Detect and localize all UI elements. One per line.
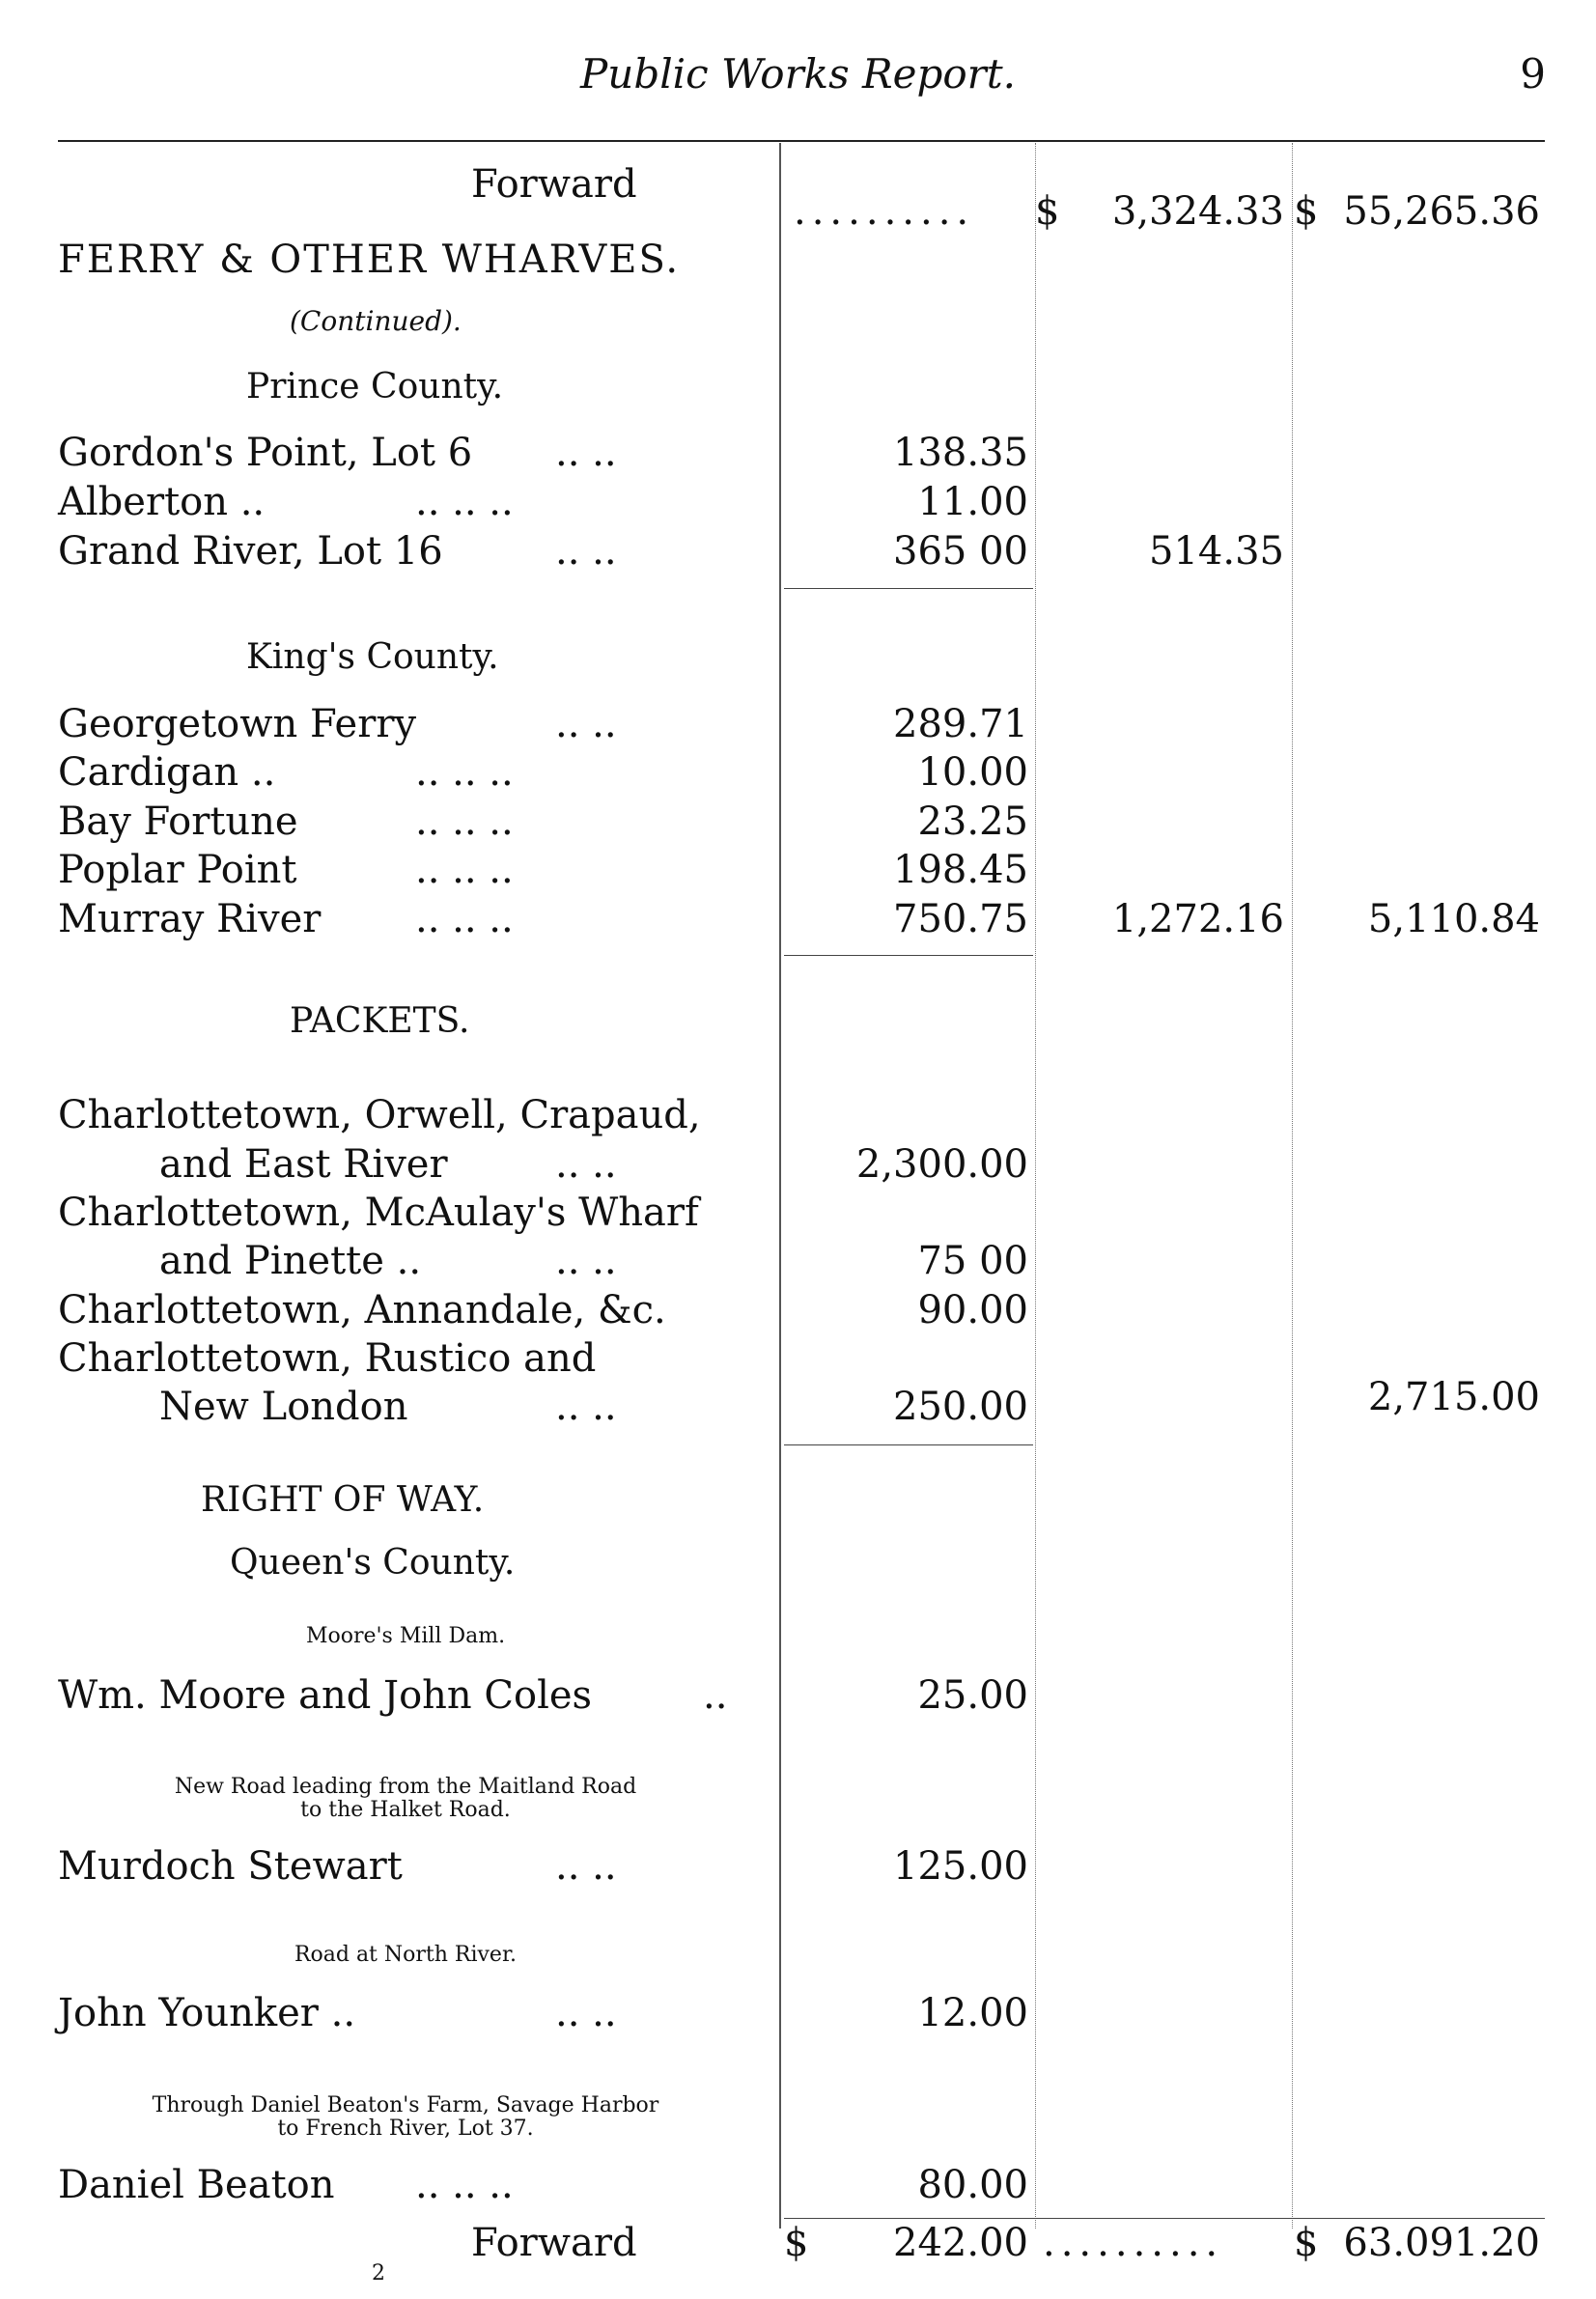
dot-leader: .. .. .. xyxy=(415,848,514,892)
subtotal-rule xyxy=(784,955,1033,956)
signature-mark: 2 xyxy=(372,2261,385,2285)
dot-leader: .. .. xyxy=(555,431,617,475)
item-amount: 75 00 xyxy=(917,1239,1028,1283)
item-label: Bay Fortune xyxy=(58,799,298,844)
forward-rule xyxy=(784,2218,1545,2219)
item-label-line1: Charlottetown, Rustico and xyxy=(58,1336,597,1381)
item-label: Gordon's Point, Lot 6 xyxy=(58,431,473,475)
road-note: Road at North River. xyxy=(294,1943,518,1967)
subtotal-rule xyxy=(784,1444,1033,1445)
dollar-sign: $ xyxy=(1294,189,1319,234)
dollar-sign: $ xyxy=(1294,2221,1319,2265)
item-label: John Younker .. xyxy=(58,1991,356,2035)
road-note: New Road leading from the Maitland Road xyxy=(174,1775,637,1799)
continued-note: (Continued). xyxy=(290,305,462,337)
prince-subtotal: 514.35 xyxy=(1149,529,1284,574)
item-label: Alberton .. xyxy=(58,480,266,524)
forward-label-bottom: Forward xyxy=(471,2221,637,2265)
item-label: Murray River xyxy=(58,897,322,941)
item-amount: 25.00 xyxy=(917,1673,1028,1718)
item-amount: 12.00 xyxy=(917,1991,1028,2035)
item-label-line1: Charlottetown, Orwell, Crapaud, xyxy=(58,1093,701,1137)
forward-label-top: Forward xyxy=(471,162,637,207)
item-amount: 23.25 xyxy=(917,799,1028,844)
running-title: Public Works Report. xyxy=(580,50,1016,98)
dot-leader: .. .. .. xyxy=(415,799,514,844)
dot-leader: .. .. .. xyxy=(415,2163,514,2207)
forward-total-top: 55,265.36 xyxy=(1343,189,1540,234)
item-amount: 250.00 xyxy=(893,1385,1028,1429)
dot-leader: .. .. xyxy=(555,1991,617,2035)
forward-total-bottom: 63.091.20 xyxy=(1343,2221,1540,2265)
dollar-sign: $ xyxy=(1035,189,1060,234)
item-label: Cardigan .. xyxy=(58,750,276,795)
item-label-line2: and Pinette .. xyxy=(159,1239,422,1283)
item-label: Wm. Moore and John Coles xyxy=(58,1673,593,1718)
dot-leader: .. .. xyxy=(555,702,617,746)
item-amount: 138.35 xyxy=(893,431,1028,475)
item-label: Daniel Beaton xyxy=(58,2163,335,2207)
section-heading-packets: PACKETS. xyxy=(290,1001,470,1041)
county-heading-kings: King's County. xyxy=(246,637,499,677)
item-amount: 750.75 xyxy=(893,897,1028,941)
item-amount: 289.71 xyxy=(893,702,1028,746)
dot-leader: .. .. .. xyxy=(415,897,514,941)
column-rule-2 xyxy=(1035,143,1036,2229)
item-label-line1: Charlottetown, Annandale, &c. xyxy=(58,1288,666,1332)
road-note-line2: to the Halket Road. xyxy=(300,1798,511,1822)
item-label: Georgetown Ferry xyxy=(58,702,417,746)
section-heading-right-of-way: RIGHT OF WAY. xyxy=(201,1480,485,1520)
dot-leader: .. .. xyxy=(555,529,617,574)
ferry-section-total: 5,110.84 xyxy=(1367,897,1540,941)
forward-subtotal-bottom: 242.00 xyxy=(893,2221,1028,2265)
item-amount: 2,300.00 xyxy=(855,1142,1028,1187)
item-label-line1: Charlottetown, McAulay's Wharf xyxy=(58,1191,699,1235)
county-heading-prince: Prince County. xyxy=(246,367,504,407)
dot-leader: .. .. xyxy=(555,1239,617,1283)
kings-subtotal: 1,272.16 xyxy=(1111,897,1284,941)
dollar-sign: $ xyxy=(784,2221,809,2265)
dot-leader: .. .. xyxy=(555,1844,617,1889)
item-amount: 11.00 xyxy=(917,480,1028,524)
forward-leader-bottom: .......... xyxy=(1043,2221,1224,2265)
section-heading-ferry: FERRY & OTHER WHARVES. xyxy=(58,238,681,282)
forward-leader-top: .......... xyxy=(794,189,975,234)
dot-leader: .. .. .. xyxy=(415,750,514,795)
subtotal-rule xyxy=(784,588,1033,589)
dot-leader: .. xyxy=(703,1673,728,1718)
item-amount: 10.00 xyxy=(917,750,1028,795)
column-rule-3 xyxy=(1292,143,1293,2229)
item-amount: 90.00 xyxy=(917,1288,1028,1332)
item-label: Murdoch Stewart xyxy=(58,1844,403,1889)
county-heading-queens: Queen's County. xyxy=(230,1543,516,1583)
road-note-line2: to French River, Lot 37. xyxy=(277,2117,534,2141)
page-number: 9 xyxy=(1520,50,1546,98)
dot-leader: .. .. xyxy=(555,1142,617,1187)
item-amount: 365 00 xyxy=(893,529,1028,574)
item-amount: 125.00 xyxy=(893,1844,1028,1889)
road-note: Through Daniel Beaton's Farm, Savage Harbor xyxy=(152,2093,659,2117)
item-label-line2: and East River xyxy=(159,1142,448,1187)
road-note: Moore's Mill Dam. xyxy=(305,1624,506,1648)
column-rule-1 xyxy=(779,143,781,2229)
forward-subtotal-top: 3,324.33 xyxy=(1111,189,1284,234)
header-rule xyxy=(58,140,1545,142)
item-label-line2: New London xyxy=(159,1385,408,1429)
item-amount: 80.00 xyxy=(917,2163,1028,2207)
dot-leader: .. .. .. xyxy=(415,480,514,524)
packets-section-total: 2,715.00 xyxy=(1367,1375,1540,1419)
item-amount: 198.45 xyxy=(893,848,1028,892)
item-label: Grand River, Lot 16 xyxy=(58,529,443,574)
item-label: Poplar Point xyxy=(58,848,297,892)
dot-leader: .. .. xyxy=(555,1385,617,1429)
